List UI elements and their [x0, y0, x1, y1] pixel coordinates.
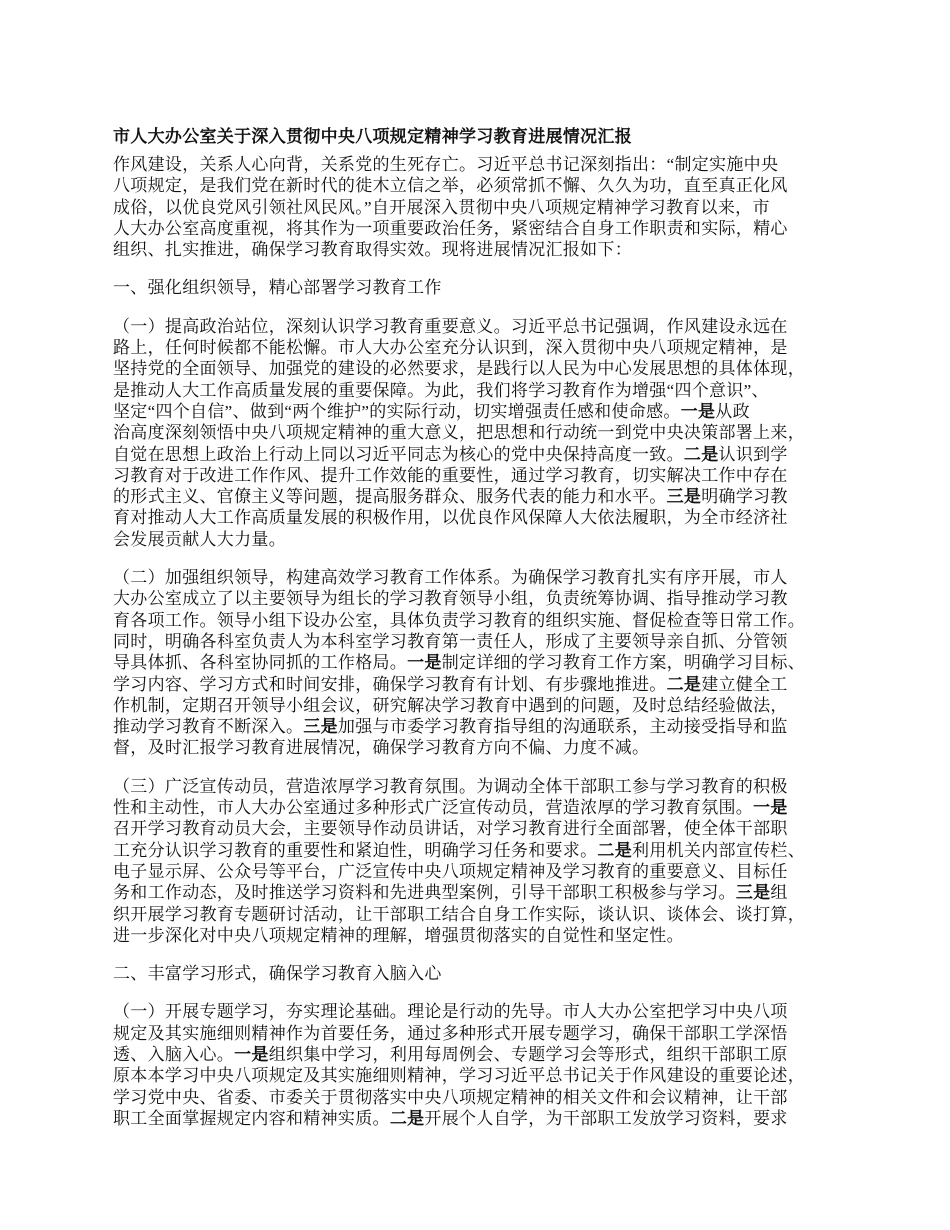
text-line: [113, 316, 853, 337]
text-segment: 进一步深化对中央八项规定精神的理解，增强贯彻落实的自觉性和坚定性。: [113, 925, 684, 945]
text-line: [113, 507, 853, 528]
text-segment: 坚持党的全面领导、加强党的建设的必然要求，是践行以人民为中心发展思想的具体体现，: [113, 359, 805, 379]
text-line: [113, 882, 853, 903]
text-line: [113, 465, 853, 486]
bold-keyword: 三是: [735, 883, 771, 903]
text-segment: 原本本学习中央八项规定及其实施细则精神，学习习近平总书记关于作风建设的重要论述，: [113, 1066, 805, 1086]
section-heading: 一、强化组织领导，精心部署学习教育工作: [113, 278, 442, 298]
text-line: [113, 529, 853, 550]
text-segment: 成俗，以优良党风引领社风民风。”自开展深入贯彻中央八项规定精神学习教育以来，市: [113, 197, 770, 217]
text-segment: 会发展贡献人大力量。: [113, 529, 286, 549]
text-segment: 开展个人自学，为干部职工发放学习资料，要求: [424, 1108, 788, 1128]
text-line: [113, 818, 853, 839]
text-segment: 建立健全工: [701, 674, 788, 694]
bold-keyword: 三是: [303, 717, 338, 737]
text-segment: 电子显示屏、公众号等平台，广泛宣传中央八项规定精神及学习教育的重要意义、目标任: [113, 861, 788, 881]
text-segment: 大办公室成立了以主要领导为组长的学习教育领导小组，负责统筹协调、指导推动学习教: [113, 589, 788, 609]
text-segment: 工充分认识学习教育的重要性和紧迫性，明确学习任务和要求。: [113, 840, 598, 860]
text-line: [113, 1023, 853, 1044]
bold-keyword: 二是: [666, 674, 702, 694]
text-segment: 导具体抓、各科室协同抓的工作格局。: [113, 653, 408, 673]
text-line: [113, 1044, 853, 1065]
bold-keyword: 一是: [680, 401, 716, 421]
paragraph: [113, 154, 853, 260]
text-segment: 性和主动性，市人大办公室通过多种形式广泛宣传动员，营造浓厚的学习教育氛围。: [113, 798, 754, 818]
text-line: [113, 1001, 853, 1022]
bold-keyword: 一是: [407, 653, 442, 673]
text-line: [113, 588, 853, 609]
text-segment: （一）提高政治站位，深刻认识学习教育重要意义。习近平总书记强调，作风建设永远在: [113, 316, 788, 336]
text-segment: 织开展学习教育专题研讨活动，让干部职工结合自身工作实际，谈认识、谈体会、谈打算，: [113, 904, 805, 924]
text-line: [113, 695, 853, 716]
section-heading: 二、丰富学习形式，确保学习教育入脑入心: [113, 964, 442, 984]
text-segment: 组织集中学习，利用每周例会、专题学习会等形式，组织干部职工原: [268, 1044, 788, 1064]
text-line: [113, 486, 853, 507]
text-segment: （一）开展专题学习，夯实理论基础。理论是行动的先导。市人大办公室把学习中央八项: [113, 1002, 788, 1022]
text-segment: 组: [770, 883, 788, 903]
paragraph: [113, 316, 853, 550]
text-segment: 的形式主义、官僚主义等问题，提高服务群众、服务代表的能力和水平。: [113, 487, 667, 507]
text-segment: 育各项工作。领导小组下设办公室，具体负责学习教育的组织实施、督促检查等日常工作。: [113, 610, 805, 630]
bold-keyword: 二是: [597, 840, 633, 860]
text-segment: 路上，任何时候都不能松懈。市人大办公室充分认识到，深入贯彻中央八项规定精神，是: [113, 338, 788, 358]
text-segment: 八项规定，是我们党在新时代的徙木立信之举，必须常抓不懈、久久为功，直至真正化风: [113, 176, 788, 196]
text-line: [113, 154, 853, 175]
text-segment: 推动学习教育不断深入。: [113, 717, 304, 737]
text-line: [113, 1087, 853, 1108]
text-line: [113, 1065, 853, 1086]
text-line: [113, 861, 853, 882]
text-segment: 召开学习教育动员大会，主要领导作动员讲话，对学习教育进行全面部署，使全体干部职: [113, 819, 788, 839]
text-segment: （二）加强组织领导，构建高效学习教育工作体系。为确保学习教育扎实有序开展，市人: [113, 568, 788, 588]
text-segment: 从政: [715, 401, 750, 421]
text-line: [113, 840, 853, 861]
text-line: [113, 797, 853, 818]
text-line: [113, 610, 853, 631]
text-line: [113, 380, 853, 401]
text-segment: 明确学习教: [701, 487, 788, 507]
text-segment: 学习党中央、省委、市委关于贯彻落实中央八项规定精神的相关文件和会议精神，让干部: [113, 1087, 788, 1107]
text-segment: 认识到学: [718, 444, 788, 464]
text-segment: （三）广泛宣传动员，营造浓厚学习教育氛围。为调动全体干部职工参与学习教育的积极: [113, 776, 788, 796]
text-line: [113, 175, 853, 196]
bold-keyword: 二是: [683, 444, 719, 464]
text-segment: 务和工作动态，及时推送学习资料和先进典型案例，引导干部职工积极参与学习。: [113, 883, 736, 903]
text-line: [113, 337, 853, 358]
text-line: [113, 197, 853, 218]
text-segment: 规定及其实施细则精神作为首要任务，通过多种形式开展专题学习，确保干部职工学深悟: [113, 1023, 788, 1043]
text-segment: 加强与市委学习教育指导组的沟通联系，主动接受指导和监: [337, 717, 788, 737]
text-line: [113, 422, 853, 443]
text-segment: 透、入脑入心。: [113, 1044, 235, 1064]
text-segment: 坚定“四个自信”、做到“两个维护”的实际行动，切实增强责任感和使命感。: [113, 401, 681, 421]
paragraph: [113, 567, 853, 759]
text-segment: 同时，明确各科室负责人为本科室学习教育第一责任人，形成了主要领导亲自抓、分管领: [113, 631, 788, 651]
text-line: [113, 674, 853, 695]
text-line: [113, 716, 853, 737]
text-segment: 职工全面掌握规定内容和精神实质。: [113, 1108, 390, 1128]
text-line: [113, 904, 853, 925]
text-line: [113, 631, 853, 652]
text-segment: 组织、扎实推进，确保学习教育取得实效。现将进展情况汇报如下：: [113, 240, 632, 260]
text-line: [113, 239, 853, 260]
text-line: [113, 444, 853, 465]
text-segment: 育对推动人大工作高质量发展的积极作用，以优良作风保障人大依法履职，为全市经济社: [113, 508, 788, 528]
document-title: 市人大办公室关于深入贯彻中央八项规定精神学习教育进展情况汇报: [113, 127, 632, 146]
bold-keyword: 三是: [666, 487, 702, 507]
text-line: [113, 401, 853, 422]
bold-keyword: 二是: [389, 1108, 425, 1128]
bold-keyword: 一是: [234, 1044, 269, 1064]
text-line: [113, 358, 853, 379]
text-line: [113, 925, 853, 946]
text-line: [113, 652, 853, 673]
text-segment: 督，及时汇报学习教育进展情况，确保学习教育方向不偏、力度不减。: [113, 738, 650, 758]
text-segment: 学习内容、学习方式和时间安排，确保学习教育有计划、有步骤地推进。: [113, 674, 667, 694]
text-segment: 人大办公室高度重视，将其作为一项重要政治任务，紧密结合自身工作职责和实际，精心: [113, 218, 788, 238]
text-line: [113, 737, 853, 758]
text-segment: 治高度深刻领悟中央八项规定精神的重大意义，把思想和行动统一到党中央决策部署上来，: [113, 423, 805, 443]
paragraph: [113, 1001, 853, 1129]
text-segment: 自觉在思想上政治上行动上同以习近平同志为核心的党中央保持高度一致。: [113, 444, 684, 464]
bold-keyword: 一是: [753, 798, 788, 818]
text-line: [113, 567, 853, 588]
text-segment: 制定详细的学习教育工作方案，明确学习目标、: [441, 653, 806, 673]
text-segment: 习教育对于改进工作作风、提升工作效能的重要性，通过学习教育，切实解决工作中存在: [113, 465, 788, 485]
text-segment: 利用机关内部宣传栏、: [632, 840, 806, 860]
text-segment: 作风建设，关系人心向背，关系党的生死存亡。习近平总书记深刻指出：“制定实施中央: [113, 155, 779, 174]
paragraph: [113, 776, 853, 946]
text-line: [113, 1108, 853, 1129]
text-line: [113, 776, 853, 797]
text-segment: 是推动人大工作高质量发展的重要保障。为此，我们将学习教育作为增强“四个意识”、: [113, 380, 769, 400]
document-body: [113, 154, 853, 1129]
text-segment: 作机制，定期召开领导小组会议，研究解决学习教育中遇到的问题，及时总结经验做法，: [113, 695, 788, 715]
document-page: [113, 126, 853, 1146]
text-line: [113, 218, 853, 239]
